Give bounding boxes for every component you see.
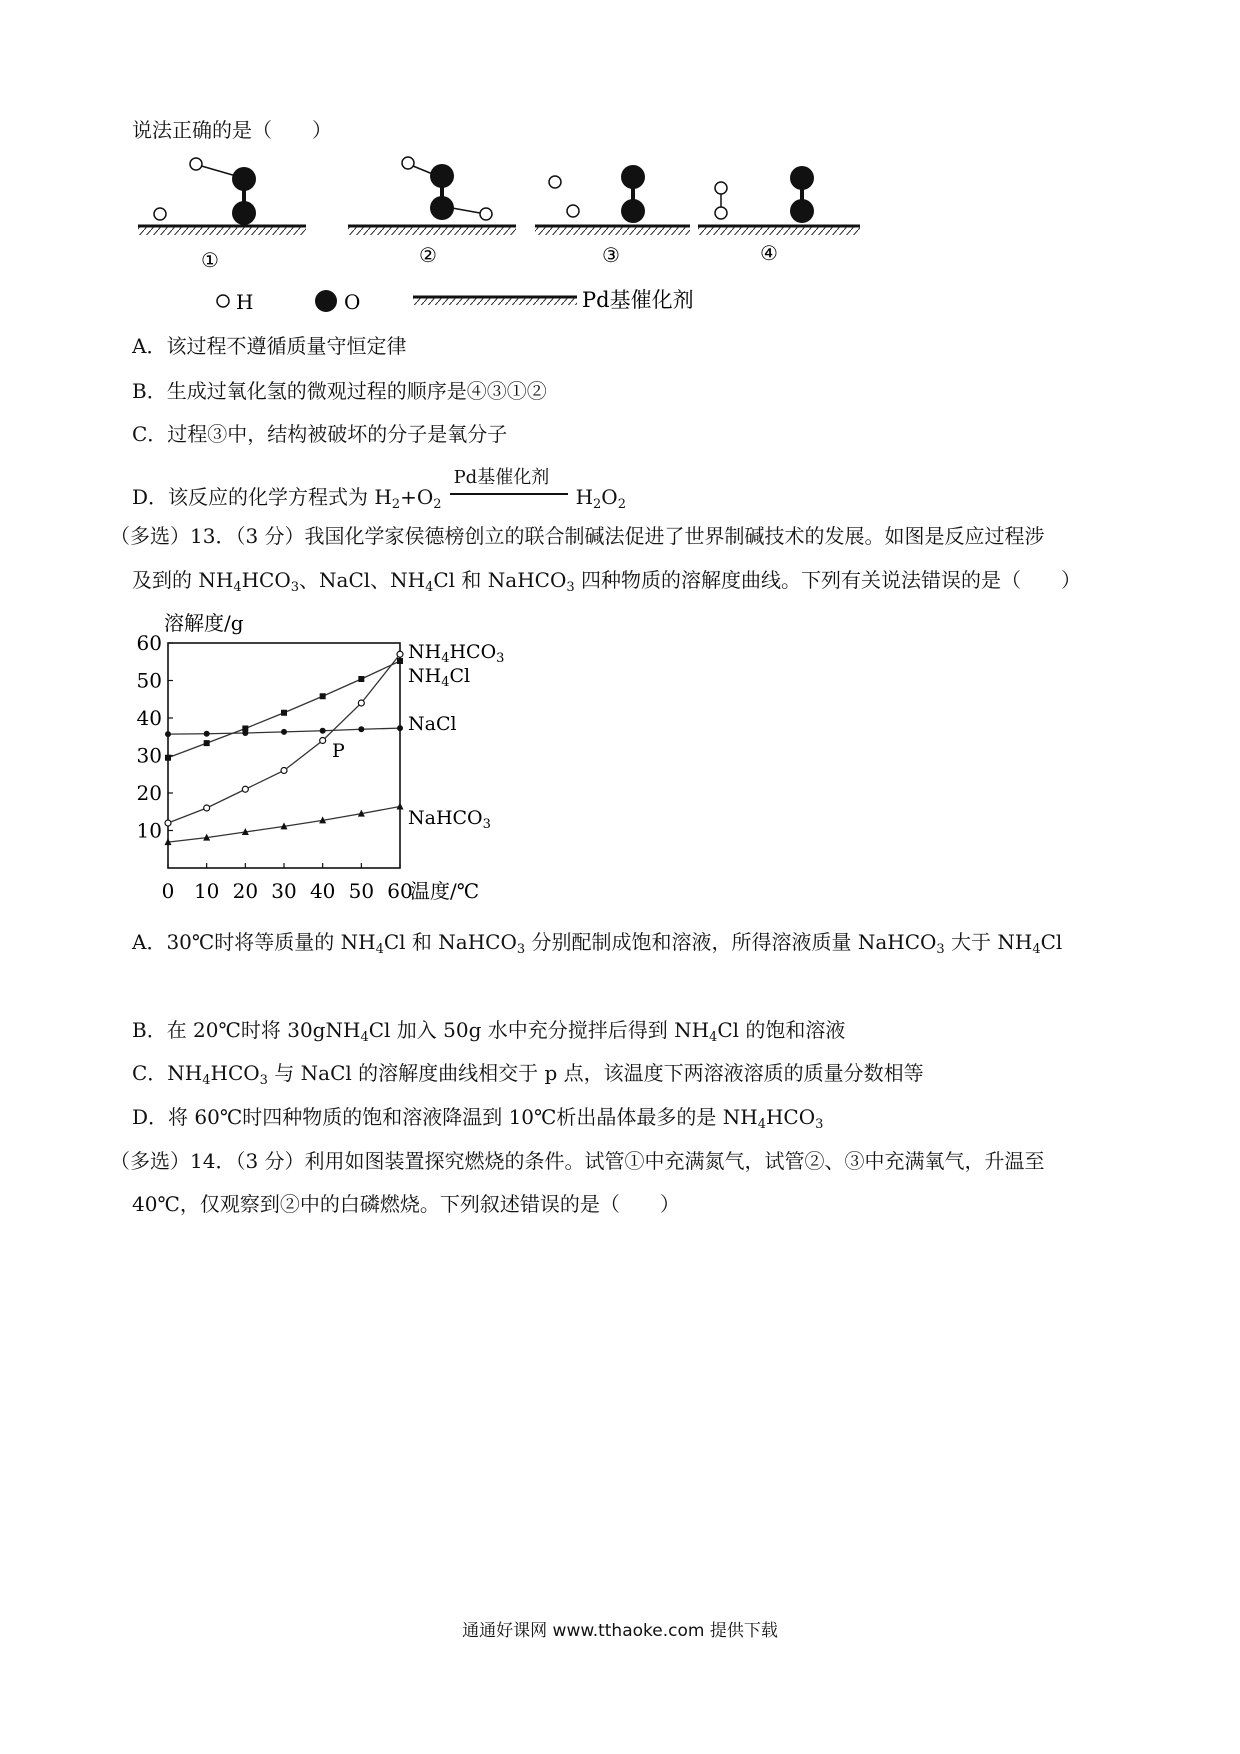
data-point-nh4hco3 [165,820,171,826]
option-12c: C．过程③中，结构被破坏的分子是氧分子 [132,422,508,446]
solubility-chart [130,600,530,910]
option-13d [132,1103,823,1131]
data-point-nacl [281,729,287,735]
panel-4 [698,166,860,235]
panel-label-3: ③ [602,243,620,267]
data-point-nahco3 [397,803,404,810]
o13a-part: Cl 和 NaHCO [383,930,517,954]
data-point-nh4hco3 [242,786,248,792]
series-label-nacl: NaCl [408,713,457,735]
data-point-nacl [358,726,364,732]
data-point-nh4cl [358,676,364,682]
sub-2: 2 [433,497,442,512]
x-axis-label: 温度/℃ [410,879,480,903]
data-point-nh4hco3 [397,651,403,657]
sub-4: 4 [202,1073,211,1088]
series-line-nh4hco3 [168,654,400,823]
x-tick-label: 0 [161,879,175,903]
o13a-part: A．30℃时将等质量的 NH [132,930,376,954]
x-tick-label: 30 [271,879,297,903]
o13a-part: Cl [1040,930,1063,954]
data-point-nh4cl [165,755,171,761]
point-p-label: P [332,740,345,762]
option-12d-prefix: D．该反应的化学方程式为 H [132,485,392,509]
panel-3 [535,165,690,235]
option-13c [132,1059,924,1087]
y-tick-label: 60 [136,631,162,655]
y-tick-label: 30 [136,743,162,768]
data-point-nh4hco3 [358,700,364,706]
x-tick-label: 20 [232,879,259,903]
question-13-line-2 [132,566,1081,594]
sub-4: 4 [757,1117,766,1132]
x-tick-label: 60 [387,879,413,903]
sub-4: 4 [233,580,242,595]
panel-label-2: ② [419,243,437,267]
panel-label-1: ① [201,248,219,272]
option-12d-product: H [575,485,594,509]
sub-3: 3 [259,1073,268,1088]
sub-3: 3 [566,580,575,595]
sub-4: 4 [375,942,384,957]
question-12-stem-tail: 说法正确的是（ ） [132,118,332,142]
data-point-nh4cl [320,693,326,699]
data-point-nh4cl [204,740,210,746]
x-tick-label: 50 [348,879,375,903]
o13c-part: C．NH [132,1061,203,1085]
o13c-part: 与 NaCl 的溶解度曲线相交于 p 点，该温度下两溶液溶质的质量分数相等 [267,1061,924,1085]
q13-text: 及到的 NH [132,568,234,592]
sub-3: 3 [290,580,300,595]
data-point-nacl [397,725,403,731]
data-point-nh4hco3 [320,738,326,744]
catalyst-arrow [450,467,568,508]
o13c-part: HCO [210,1061,260,1085]
panel-1 [138,158,306,235]
data-point-nacl [165,731,171,737]
sub-4: 4 [360,1030,369,1045]
series-line-nh4cl [168,661,400,758]
diagram-legend [217,288,694,314]
legend-catalyst-label: Pd基催化剂 [582,288,694,312]
o13b-part: Cl 的饱和溶液 [717,1018,846,1042]
question-13-line-1: （多选）13．（3 分）我国化学家侯德榜创立的联合制碱法促进了世界制碱技术的发展。如图是反应过程涉 [110,524,1045,548]
sub-3: 3 [516,942,526,957]
option-12d [132,467,626,512]
sub-2: 2 [593,497,602,512]
option-12a: A．该过程不遵循质量守恒定律 [132,334,407,358]
page-footer: 通通好课网 www.tthaoke.com 提供下载 [462,1621,778,1641]
sub-2: 2 [391,497,401,512]
o13b-part: Cl 加入 50g 水中充分搅拌后得到 NH [368,1018,710,1042]
y-tick-label: 50 [136,668,162,693]
sub-4: 4 [709,1030,718,1045]
data-point-nacl [204,731,210,737]
q13-text: Cl 和 NaHCO [433,568,567,592]
series-label-nahco3: NaHCO$_3$ [408,807,491,832]
o13a-part: 大于 NH [944,930,1033,954]
q13-text: HCO [241,568,291,592]
plus-o: +O [400,485,434,509]
o13d-part: HCO [765,1105,816,1129]
sub-4: 4 [1032,942,1041,957]
o-letter: O [601,485,618,509]
data-point-nacl [242,730,248,736]
option-12b: B．生成过氧化氢的微观过程的顺序是④③①② [132,379,547,403]
series-label-nh4hco3: $NH_4HCO_3$ [408,641,505,666]
question-14-line-2: 40℃，仅观察到②中的白磷燃烧。下列叙述错误的是（ ） [132,1192,680,1216]
sub-4: 4 [425,580,434,595]
q13-text: 四种物质的溶解度曲线。下列有关说法错误的是（ ） [574,568,1081,592]
data-point-nh4hco3 [281,768,287,774]
y-tick-label: 40 [136,706,162,730]
y-tick-label: 10 [136,818,162,843]
o13b-part: B．在 20℃时将 30gNH [132,1018,361,1042]
panel-label-4: ④ [760,241,778,265]
q13-text: 、NaCl、NH [299,568,426,592]
data-point-nh4cl [281,710,287,716]
option-13a [132,928,1062,956]
legend-o-label: O [344,290,361,314]
y-axis-label: 溶解度/g [164,611,244,635]
series-label-nh4cl: $NH_4Cl$ [408,665,471,690]
y-tick-label: 20 [136,781,162,805]
x-tick-label: 40 [309,879,336,903]
x-tick-label: 10 [193,879,220,903]
o13a-part: 分别配制成饱和溶液，所得溶液质量 NaHCO [525,930,937,954]
panel-2 [348,157,516,235]
sub-2: 2 [617,497,626,512]
option-13b [132,1016,845,1044]
question-14-line-1: （多选）14．（3 分）利用如图装置探究燃烧的条件。试管①中充满氮气，试管②、③中充满氧气，升温至 [110,1149,1045,1173]
sub-3: 3 [936,942,945,957]
legend-h-label: H [236,290,254,314]
catalyst-arrow-label: Pd基催化剂 [453,467,550,488]
data-point-nh4hco3 [204,805,210,811]
sub-3: 3 [815,1117,824,1132]
o13d-part: D．将 60℃时四种物质的饱和溶液降温到 10℃析出晶体最多的是 NH [132,1105,758,1129]
molecule-diagram [130,150,890,350]
data-point-nacl [320,728,326,734]
data-point-nh4cl [397,658,403,664]
